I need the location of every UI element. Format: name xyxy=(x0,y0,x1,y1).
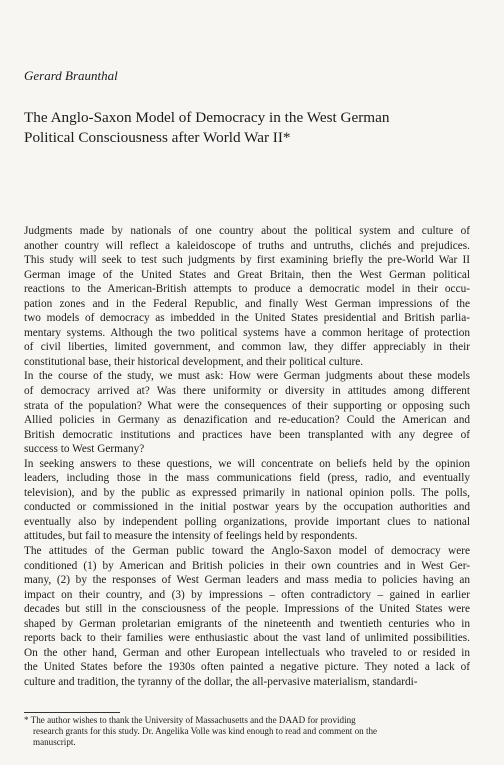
article-body xyxy=(24,224,470,690)
body-line: German image of the United States and Great Britain, then the West German political xyxy=(24,268,470,281)
body-line: television), and by the public as expressed primarily in national opinion polls. The polls, xyxy=(24,486,470,499)
body-line: conditioned (1) by American and British policies in their own countries and in West Ger- xyxy=(24,559,470,572)
body-line: In seeking answers to these questions, we will concentrate on beliefs held by the opinion xyxy=(24,457,470,470)
article-title xyxy=(24,108,464,148)
body-line: culture and tradition, the tyranny of the dollar, the all-pervasive materialism, standardi- xyxy=(24,675,418,688)
body-line: Allied policies in Germany as denazification and re-education? Could the American and xyxy=(24,414,470,427)
title-line: Political Consciousness after World War II* xyxy=(24,129,291,146)
body-line: constitutional base, their historical development, and their political culture. xyxy=(24,355,364,368)
body-line: eventually also by independent polling organizations, provide important clues to national xyxy=(24,515,470,528)
body-line: two models of democracy as imbedded in the United States presidential and British parlia- xyxy=(24,312,470,325)
body-line: This study will seek to test such judgments by first examining briefly the pre-World War II xyxy=(24,254,470,267)
footnote-line: manuscript. xyxy=(33,736,76,747)
body-line: reactions to the American-British attempts to produce a democratic model in their occu- xyxy=(24,283,470,296)
body-line: success to West Germany? xyxy=(24,443,145,456)
body-line: The attitudes of the German public toward the Anglo-Saxon model of democracy were xyxy=(24,545,470,558)
footnote-rule xyxy=(24,712,120,713)
footnote-line: research grants for this study. Dr. Angelika Volle was kind enough to read and comment on the xyxy=(33,725,378,736)
body-line: Judgments made by nationals of one country about the political system and culture of xyxy=(24,225,470,237)
body-line: shaped by German proletarian emigrants of the nineteenth and twentieth centuries who in xyxy=(24,617,470,630)
footnote xyxy=(24,715,470,747)
body-line: reports back to their families were enthusiastic about the vast land of unlimited possibilities. xyxy=(24,632,470,645)
body-line: the United States before the 1930s often painted a negative picture. They noted a lack of xyxy=(24,661,470,674)
body-line: attitudes, but fail to measure the intensity of feelings held by respondents. xyxy=(24,530,358,543)
title-line: The Anglo-Saxon Model of Democracy in the West German xyxy=(24,109,390,126)
body-line: of civil liberties, limited government, and common law, they differ appreciably in their xyxy=(24,341,470,354)
body-line: In the course of the study, we must ask: How were German judgments about these models xyxy=(24,370,470,383)
body-line: conducted or commissioned in the initial postwar years by the occupation authorities and xyxy=(24,501,470,514)
body-line: On the other hand, German and other European intellectuals who traveled to or resided in xyxy=(24,646,470,659)
footnote-line: * The author wishes to thank the University of Massachusetts and the DAAD for providing xyxy=(24,715,356,725)
body-line: leaders, including those in the mass communications field (press, radio, and eventually xyxy=(24,472,470,485)
body-line: many, (2) by the responses of West German leaders and mass media to policies having an xyxy=(24,574,470,587)
body-line: mentary systems. Although the two political systems have a common heritage of protection xyxy=(24,326,470,339)
body-line: pation zones and in the Federal Republic, and finally West German impressions of the xyxy=(24,297,470,310)
author-name: Gerard Braunthal xyxy=(24,68,118,83)
body-line: decades but still in the consciousness of the people. Impressions of the United States were xyxy=(24,603,470,616)
body-line: British democratic institutions and practices have been transplanted with any degree of xyxy=(24,428,470,441)
body-line: impact on their country, and (3) by impressions – often contradictory – gained in earlier xyxy=(24,588,470,601)
body-line: of democracy arrived at? Was there uniformity or diversity in attitudes among different xyxy=(24,385,470,398)
body-line: another country will reflect a kaleidoscope of truths and untruths, clichés and prejudices. xyxy=(24,239,470,252)
body-line: strata of the population? What were the consequences of their supporting or opposing such xyxy=(24,399,470,412)
